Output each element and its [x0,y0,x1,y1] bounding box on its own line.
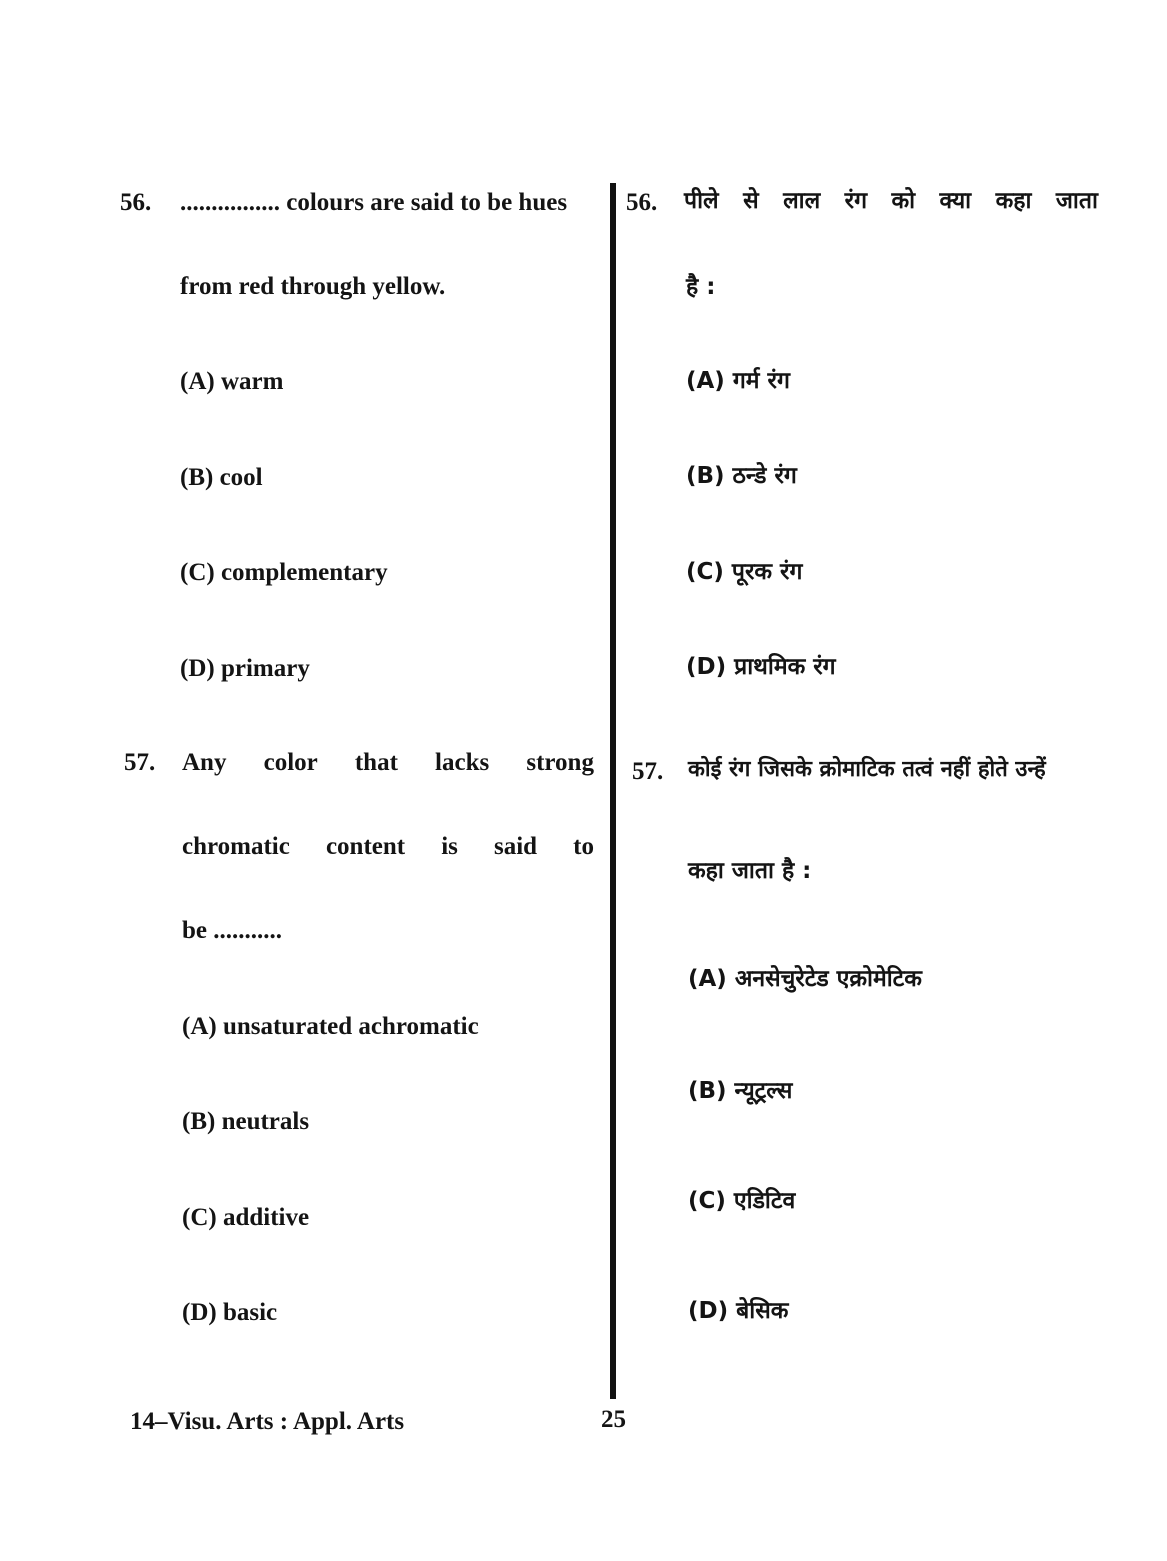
option-a: (A) गर्म रंग [686,368,790,394]
word: content [325,833,406,860]
word: जाता [1055,188,1098,214]
option-c: (C) पूरक रंग [686,559,803,585]
page-number: 25 [601,1406,626,1433]
word: Any [182,749,227,776]
option-c: (C) complementary [180,559,388,586]
word: lacks [435,749,490,776]
word: से [743,188,759,214]
word: that [354,749,398,776]
option-a: (A) warm [180,368,284,395]
word: कहा [995,188,1032,214]
word: color [263,749,318,776]
option-c: (C) एडिटिव [688,1188,796,1214]
question-text-line: है : [686,274,716,300]
option-b: (B) neutrals [182,1108,310,1135]
word: को [891,188,916,214]
word: is [441,833,458,860]
option-b: (B) न्यूट्रल्स [688,1078,793,1104]
word: रंग [844,188,868,214]
question-text-line: be ........... [182,917,282,944]
word: पीले [684,188,719,214]
option-a: (A) unsaturated achromatic [182,1013,479,1040]
option-d: (D) primary [180,655,310,682]
option-c: (C) additive [182,1204,310,1231]
word: said [493,833,538,860]
question-text-line: कहा जाता है : [688,858,812,884]
word: to [573,833,594,860]
question-text-line: from red through yellow. [180,273,446,300]
footer-subject: 14–Visu. Arts : Appl. Arts [130,1408,405,1435]
question-number: 57. [632,758,664,785]
question-text-line: ................ colours are said to be hues [180,189,568,216]
question-number: 57. [124,749,156,776]
option-d: (D) basic [182,1299,278,1326]
column-divider [610,183,616,1399]
question-text-line: कोई रंग जिसके क्रोमाटिक तत्वं नहीं होते उन्हें [688,757,1046,782]
word: क्या [939,188,972,214]
word: chromatic [182,833,290,860]
question-number: 56. [626,189,658,216]
word: लाल [783,188,821,214]
question-number: 56. [120,189,152,216]
question-text-line [182,748,594,778]
option-d: (D) प्राथमिक रंग [686,654,836,680]
option-a: (A) अनसेचुरेटेड एक्रोमेटिक [688,966,922,992]
question-text-line [182,832,594,862]
option-b: (B) cool [180,464,263,491]
word: strong [526,749,594,776]
option-b: (B) ठन्डे रंग [686,463,797,489]
question-text-line [684,186,1098,216]
option-d: (D) बेसिक [688,1298,789,1324]
